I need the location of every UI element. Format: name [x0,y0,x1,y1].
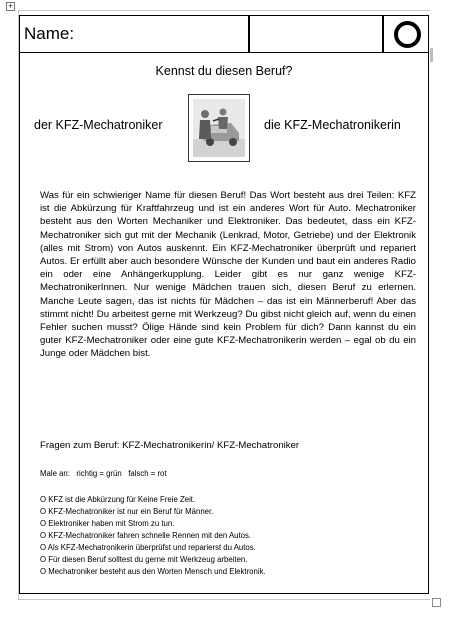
circle-icon [394,21,421,48]
table-resize-handle-icon[interactable] [432,598,441,607]
job-title-female: die KFZ-Mechatronikerin [264,118,401,132]
color-legend [40,468,167,479]
header-divider [382,16,384,52]
question-item: O Für diesen Beruf solltest du gerne mit Werkzeug arbeiten. [40,555,248,565]
legend-label: Male an: [40,469,70,478]
name-label: Name: [24,24,75,43]
question-item: O Als KFZ-Mechatronikerin überprüfst und reparierst du Autos. [40,543,256,553]
question-item: O KFZ ist die Abkürzung für Keine Freie Zeit. [40,495,196,504]
legend-wrong: falsch = rot [128,469,167,478]
header-row [20,16,428,53]
question-item: O Elektroniker haben mit Strom zu tun. [40,519,175,529]
body-paragraph: Was für ein schwieriger Name für diesen Beruf! Das Wort besteht aus drei Teilen: KFZ ist die Abkürzung für Kraftfahrzeug und ist ein anderes Wort für Auto. Mechatroniker besteht aus den Worten Mechaniker und Elektroniker. Das bedeutet, dass ein KFZ-Mechatroniker sich gut mit der Mechanik (Lenkrad, Motor, Getriebe) und der Elektronik (alles mit Strom) von Autos auskennt. Ein KFZ-Mechatroniker überprüft und repariert Autos. Er erfüllt aber auch besondere Wünsche der Kunden und baut ein anderes Radio ein oder eine Anhängerkupplung. Leider gibt es nur ganz wenige KFZ-MechatronikerInnen. Nur wenige Mädchen trauen sich, diesen Beruf zu erlernen. Manche Leute sagen, das ist nichts für Mädchen – das ist ein Männerberuf! Aber das stimmt nicht! Du arbeitest gerne mit Werkzeug? Du gibst nicht gleich auf, wenn du einen Fehler suchen musst? Ölige Hände sind kein Problem für dich? Dann kannst du ein guter KFZ-Mechatroniker oder eine gute KFZ-Mechatronikerin werden – egal ob du ein Junge oder Mädchen bist. [40,190,416,360]
mechanic-photo-image [193,99,245,157]
mechanic-photo [188,94,250,162]
legend-right: richtig = grün [76,469,122,478]
header-divider [248,16,250,52]
question-item: O KFZ-Mechatroniker ist nur ein Beruf für Männer. [40,507,214,517]
worksheet-frame [19,15,429,594]
page-edge-top [18,10,430,11]
question-list [40,494,420,578]
question-item: O Mechatroniker besteht aus den Worten Mensch und Elektronik. [40,567,266,577]
question-item: O KFZ-Mechatroniker fahren schnelle Rennen mit den Autos. [40,531,252,541]
job-title-male: der KFZ-Mechatroniker [34,118,163,132]
table-move-handle-icon[interactable]: + [7,1,14,11]
page-edge-bottom [18,599,430,600]
questions-title: Fragen zum Beruf: KFZ-Mechatronikerin/ KFZ-Mechatroniker [40,440,300,451]
scroll-marker [430,48,433,62]
worksheet-heading: Kennst du diesen Beruf? [155,64,293,78]
